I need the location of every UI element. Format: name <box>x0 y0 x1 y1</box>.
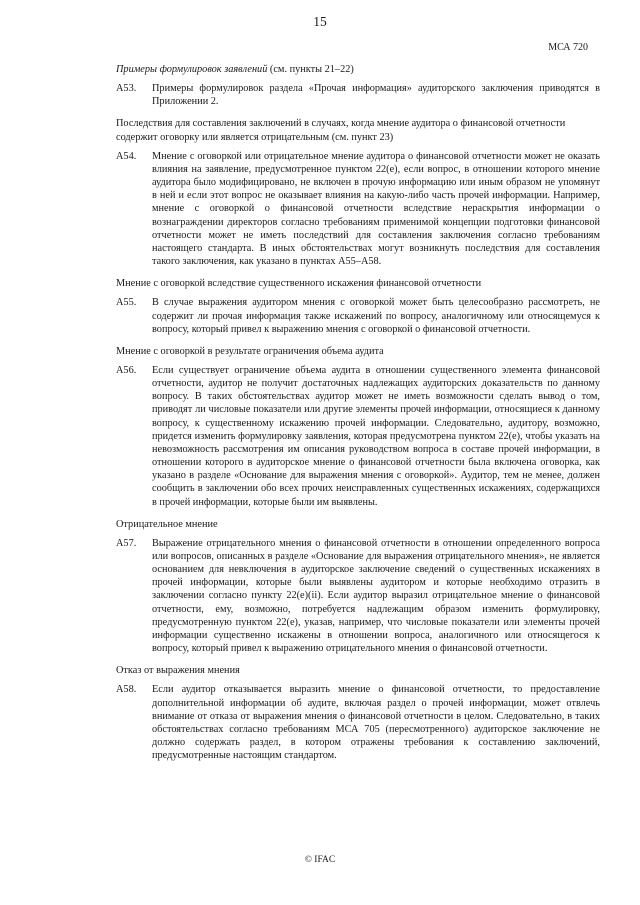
paragraph-a55 <box>116 296 600 335</box>
paragraph-text: Мнение с оговоркой или отрицательное мнение аудитора о финансовой отчетности может не оказать влияния на заявление, предусмотренное пунктом 22(е), если вопрос, в отношении которого мнение аудитора было модифицировано, не включен в прочую информацию или иным образом не упомянут в ней и если этот вопрос не оказывает влияния на какую-либо часть прочей информации. Например, мнение с оговоркой о финансовой отчетности вследствие нераскрытия информации о вознаграждении директоров согласно требованиям применимой концепции подготовки финансовой отчетности может не иметь последствий для составления заключения согласно требованиям настоящего стандарта. В иных обстоятельствах могут возникнуть последствия для составления такого заключения, как указано в пунктах A55–A58. <box>152 150 600 268</box>
paragraph-a56 <box>116 364 600 509</box>
paragraph-a58 <box>116 683 600 762</box>
paragraph-number: A56. <box>116 364 137 376</box>
paragraph-number: A57. <box>116 537 137 549</box>
section-heading-adverse: Отрицательное мнение <box>116 518 218 530</box>
paragraph-a54 <box>116 150 600 268</box>
standard-code: МСА 720 <box>548 42 588 53</box>
section-heading-limitation: Мнение с оговоркой в результате ограничения объема аудита <box>116 345 384 357</box>
paragraph-a53 <box>116 82 600 108</box>
paragraph-a57 <box>116 537 600 655</box>
page-number: 15 <box>313 14 327 29</box>
paragraph-text: Если аудитор отказывается выразить мнение о финансовой отчетности, то предоставление дополнительной информации об аудите, включая раздел о прочей информации, может отвлечь внимание от отказа от выражения мнения о финансовой отчетности в целом. Следовательно, в таких обстоятельствах согласно требованиям МСА 705 (пересмотренного) аудиторское заключение не должно содержать раздел, в котором отражены требования к составлению заключений, предусмотренные настоящим стандартом. <box>152 684 600 762</box>
paragraph-number: A55. <box>116 297 137 309</box>
section-heading-disclaimer: Отказ от выражения мнения <box>116 665 240 677</box>
section-heading-misstatement: Мнение с оговоркой вследствие существенного искажения финансовой отчетности <box>116 278 482 290</box>
paragraph-number: A53. <box>116 83 137 95</box>
footer-copyright: © IFAC <box>304 855 336 865</box>
paragraph-number: A54. <box>116 150 137 162</box>
section-heading-examples <box>116 63 600 76</box>
document-body <box>116 63 600 771</box>
paragraph-number: A58. <box>116 684 137 696</box>
paragraph-text: Выражение отрицательного мнения о финансовой отчетности в отношении определенного вопроса или вопросов, описанных в разделе «Основание для выражения отрицательного мнения», не является основанием для невключения в аудиторское заключение сведений о существенных искажениях в прочей информации, которые были выявлены аудитором и которые необходимо отразить в заключении согласно пункту 22(е)(ii). Если аудитор выразил отрицательное мнение о финансовой отчетности, ему, возможно, потребуется надлежащим образом изменить формулировку, предусмотренную пунктом 22(е), указав, например, что числовые показатели или элементы прочей информации существенно искажены в отношении вопроса, аналогичного или относящегося к вопросу, который привел к выражению отрицательного мнения о финансовой отчетности. <box>152 537 600 655</box>
paragraph-text: Примеры формулировок раздела «Прочая информация» аудиторского заключения приводятся в Приложении 2. <box>152 83 600 108</box>
section-heading-ref: (см. пункты 21–22) <box>267 64 354 75</box>
section-heading-consequences: Последствия для составления заключений в случаях, когда мнение аудитора о финансовой отчетности содержит оговорку или является отрицательным (см. пункт 23) <box>116 118 566 143</box>
paragraph-text: Если существует ограничение объема аудита в отношении существенного элемента финансовой отчетности, аудитор не получит достаточных надлежащих аудиторских доказательств по данному вопросу. В таких обстоятельствах аудитор может не иметь возможности сделать вывод о том, приводят ли числовые показатели или другие элементы прочей информации, относящиеся к данному вопросу, к существенному искажению прочей информации. Следовательно, аудитору, возможно, придется изменить формулировку заявления, которая предусмотрена пунктом 22(е), чтобы указать на невозможность рассмотрения им описания руководством вопроса в составе прочей информации, в отношении которого в аудиторское мнение о финансовой отчетности была включена оговорка, как указано в разделе «Основание для выражения мнения с оговоркой». Аудитор, тем не менее, должен сообщить в заключении обо всех прочих неисправленных существенных искажениях, содержащихся в прочей информации, которые были им выявлены. <box>152 364 600 508</box>
section-heading-title: Примеры формулировок заявлений <box>116 64 268 75</box>
paragraph-text: В случае выражения аудитором мнения с оговоркой может быть целесообразно рассмотреть, не содержит ли прочая информация также искажений по вопросу, аналогичному или относящемуся к вопросу, который привел к выражению мнения с оговоркой о финансовой отчетности. <box>152 297 600 335</box>
